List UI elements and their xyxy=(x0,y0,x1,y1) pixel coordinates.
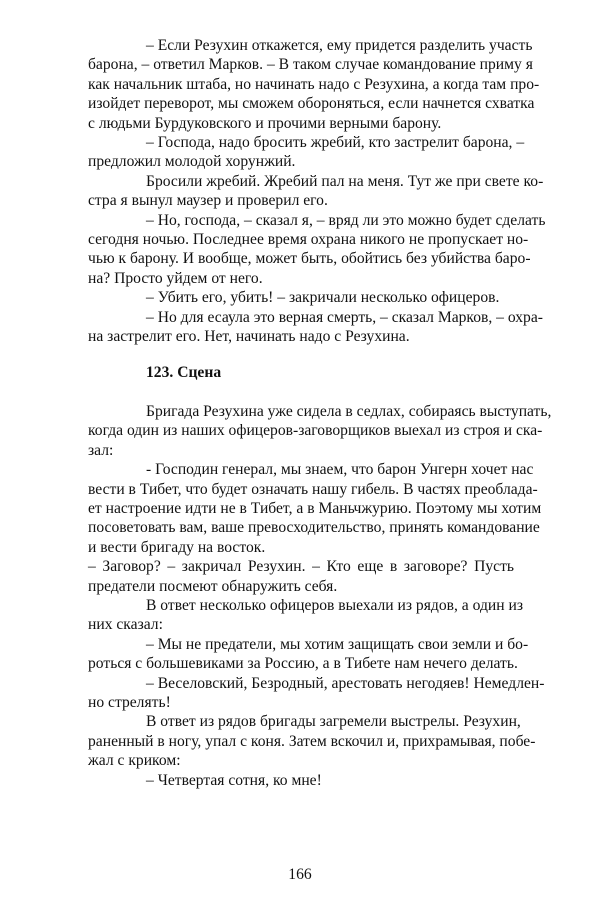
text-line: – Но, господа, – сказал я, – вряд ли это можно будет сделать xyxy=(146,211,546,229)
text-block-scene xyxy=(88,402,552,790)
text-line: стра я вынул маузер и проверил его. xyxy=(88,192,328,210)
text-line: В ответ из рядов бригады загремели выстрелы. Резухин, xyxy=(146,713,521,731)
text-line: Бригада Резухина уже сидела в седлах, собираясь выступать, xyxy=(146,402,552,420)
text-line: - Господин генерал, мы знаем, что барон Унгерн хочет нас xyxy=(146,461,534,479)
text-line: – Мы не предатели, мы хотим защищать свои земли и бо- xyxy=(146,635,529,653)
text-line: жал с криком: xyxy=(88,752,181,770)
text-line: них сказал: xyxy=(88,616,163,634)
text-line: роться с большевиками за Россию, а в Тибете нам нечего делать. xyxy=(88,655,518,673)
text-line: на застрелит его. Нет, начинать надо с Резухина. xyxy=(88,328,410,346)
spacer xyxy=(88,382,514,402)
text-line: чью к барону. И вообще, может быть, обойтись без убийства баро- xyxy=(88,250,531,268)
text-line: В ответ несколько офицеров выехали из рядов, а один из xyxy=(146,596,523,614)
text-line: – Веселовский, Безродный, арестовать негодяев! Немедлен- xyxy=(146,674,545,692)
text-block-dialogue xyxy=(88,36,546,347)
text-line: – Убить его, убить! – закричали несколько офицеров. xyxy=(146,289,500,307)
text-line: ет настроение идти не в Тибет, а в Маньчжурию. Поэтому мы хотим xyxy=(88,499,542,517)
text-line: – Заговор? – закричал Резухин. – Кто еще в заговоре? Пусть xyxy=(88,558,514,576)
text-line: предатели посмеют обнаружить себя. xyxy=(88,577,338,595)
page-number: 166 xyxy=(288,866,312,883)
text-line: посоветовать вам, ваше превосходительство, принять командование xyxy=(88,519,540,537)
text-line: – Господа, надо бросить жребий, кто застрелит барона, – xyxy=(146,134,525,152)
text-line: и вести бригаду на восток. xyxy=(88,538,266,556)
text-line: когда один из наших офицеров-заговорщиков выехал из строя и ска- xyxy=(88,422,543,440)
text-line: сегодня ночью. Последнее время охрана никого не пропускает но- xyxy=(88,231,529,249)
section-heading: 123. Сцена xyxy=(146,363,222,381)
text-line: но стрелять! xyxy=(88,694,171,711)
text-line: предложил молодой хорунжий. xyxy=(88,153,296,171)
text-line: изойдет переворот, мы сможем обороняться, если начнется схватка xyxy=(88,95,535,113)
text-line: – Но для есаула это верная смерть, – сказал Марков, – охра- xyxy=(146,308,543,326)
text-line: на? Просто уйдем от него. xyxy=(88,269,263,287)
spacer xyxy=(88,347,514,363)
text-line: раненный в ногу, упал с коня. Затем вскочил и, прихрамывая, побе- xyxy=(88,732,536,750)
text-line: вести в Тибет, что будет означать нашу гибель. В частях преоблада- xyxy=(88,480,538,498)
text-line: как начальник штаба, но начинать надо с Резухина, а когда там про- xyxy=(88,75,540,93)
text-line: зал: xyxy=(88,441,114,459)
text-line: с людьми Бурдуковского и прочими верными барону. xyxy=(88,114,442,132)
text-line: барона, – ответил Марков. – В таком случае командование приму я xyxy=(88,56,533,74)
text-line: Бросили жребий. Жребий пал на меня. Тут же при свете ко- xyxy=(146,172,544,190)
text-line: – Четвертая сотня, ко мне! xyxy=(146,771,322,789)
text-line: – Если Резухин откажется, ему придется разделить участь xyxy=(146,37,533,54)
page-body xyxy=(88,36,552,790)
